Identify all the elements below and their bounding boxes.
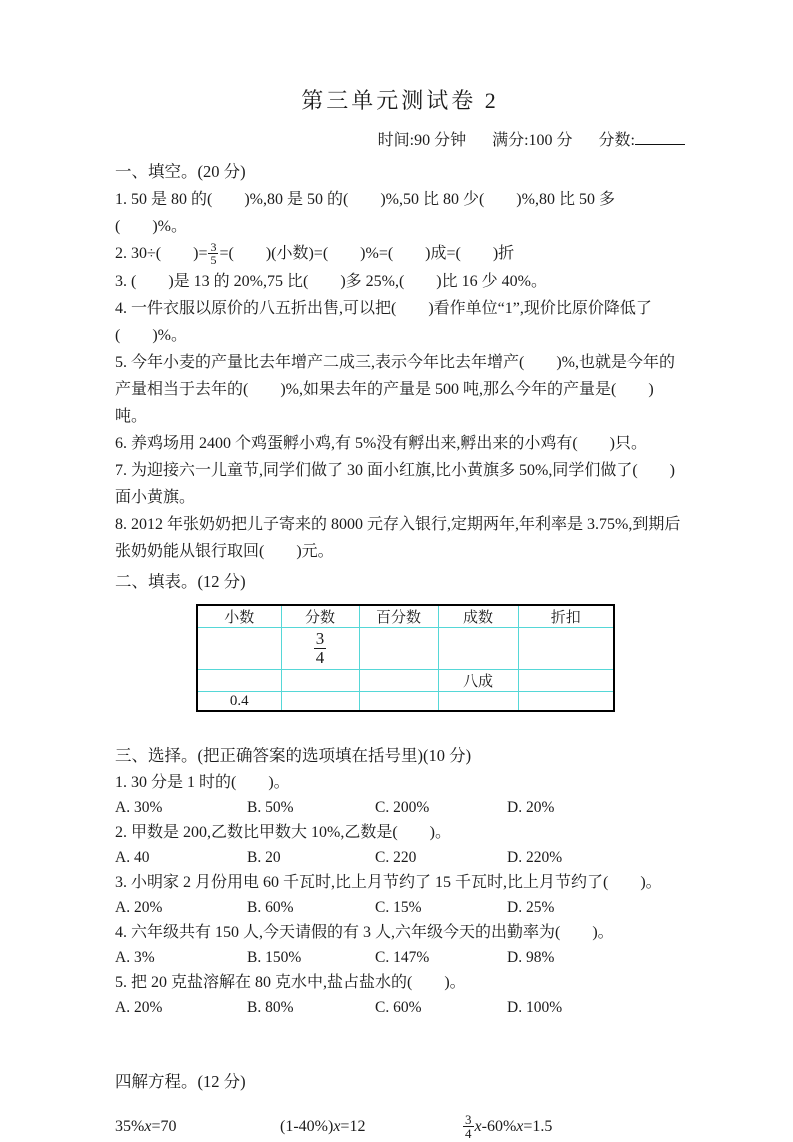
section1-heading: 一、填空。(20 分): [115, 162, 246, 182]
option-b: B. 150%: [247, 949, 302, 967]
option-c: C. 220: [375, 849, 417, 867]
equations-row: [115, 1112, 685, 1142]
variable-x: x: [474, 1118, 482, 1136]
table-cell-empty: [281, 691, 359, 711]
option-b: B. 50%: [247, 799, 294, 817]
table-cell-empty: [438, 627, 518, 669]
fill-question-2: [115, 240, 685, 267]
fill-question-8: 8. 2012 年张奶奶把儿子寄来的 8000 元存入银行,定期两年,年利率是 3.75%,到期后张奶奶能从银行取回( )元。: [115, 515, 681, 560]
option-a: A. 40: [115, 849, 150, 867]
equation-3: $\frac{3}{4}$ x-60%x=1.5: [465, 1111, 553, 1142]
choice-options-3: [115, 895, 685, 920]
choice-options-4: [115, 945, 685, 970]
fraction-three-fifths: $\frac{3}{5}$: [210, 239, 217, 268]
choice-question-3: 3. 小明家 2 月份用电 60 千瓦时,比上月节约了 15 千瓦时,比上月节约了( )。: [115, 874, 662, 892]
table-header-discount: 折扣: [518, 605, 614, 628]
paper-meta-line: [115, 127, 685, 150]
option-d: D. 20%: [507, 799, 555, 817]
fill-question-5: 5. 今年小麦的产量比去年增产二成三,表示今年比去年增产( )%,也就是今年的产量相当于去年的( )%,如果去年的产量是 500 吨,那么今年的产量是( )吨。: [115, 353, 675, 425]
fill-question-6: 6. 养鸡场用 2400 个鸡蛋孵小鸡,有 5%没有孵出来,孵出来的小鸡有( )只。: [115, 434, 647, 452]
conversion-table: [196, 604, 615, 713]
choice-options-1: [115, 795, 685, 820]
table-row: [197, 669, 614, 691]
fill-question-7: 7. 为迎接六一儿童节,同学们做了 30 面小红旗,比小黄旗多 50%,同学们做了( )面小黄旗。: [115, 461, 675, 506]
table-header-cheng: 成数: [438, 605, 518, 628]
option-a: A. 20%: [115, 899, 163, 917]
section4-heading: 四解方程。(12 分): [115, 1072, 246, 1092]
score-blank-line: [635, 130, 685, 145]
fraction-three-quarters: $\frac{3}{4}$: [315, 628, 325, 667]
table-cell-empty: [281, 669, 359, 691]
option-c: C. 200%: [375, 799, 430, 817]
choice-options-2: [115, 845, 685, 870]
table-header-percent: 百分数: [359, 605, 438, 628]
equation-1: 35%x=70: [115, 1118, 177, 1136]
table-cell-empty: [518, 627, 614, 669]
choice-question-5: 5. 把 20 克盐溶解在 80 克水中,盐占盐水的( )。: [115, 974, 466, 992]
option-a: A. 3%: [115, 949, 155, 967]
option-b: B. 60%: [247, 899, 294, 917]
variable-x: x: [333, 1118, 341, 1136]
table-cell-empty: [518, 691, 614, 711]
option-c: C. 60%: [375, 999, 422, 1017]
table-cell-fraction: [281, 627, 359, 669]
table-header-row: [197, 605, 614, 628]
table-cell-empty: [438, 691, 518, 711]
table-cell-empty: [197, 669, 281, 691]
option-d: D. 25%: [507, 899, 555, 917]
table-cell-empty: [518, 669, 614, 691]
variable-x: x: [516, 1118, 524, 1136]
option-b: B. 80%: [247, 999, 294, 1017]
table-row: [197, 691, 614, 711]
table-cell-empty: [359, 669, 438, 691]
time-label: 时间:90 分钟: [377, 132, 467, 150]
table-header-fraction: 分数: [281, 605, 359, 628]
choice-question-1: 1. 30 分是 1 时的( )。: [115, 774, 290, 792]
table-header-decimal: 小数: [197, 605, 281, 628]
option-a: A. 30%: [115, 799, 163, 817]
table-cell-decimal: 0.4: [197, 691, 281, 711]
choice-question-2: 2. 甲数是 200,乙数比甲数大 10%,乙数是( )。: [115, 824, 451, 842]
table-row: [197, 627, 614, 669]
fill-question-2-post: =( )(小数)=( )%=( )成=( )折: [219, 245, 515, 263]
fraction-three-quarters: $\frac{3}{4}$: [465, 1111, 472, 1142]
fill-question-1: 1. 50 是 80 的( )%,80 是 50 的( )%,50 比 80 少( )%,80 比 50 多( )%。: [115, 191, 615, 236]
table-cell-empty: [359, 627, 438, 669]
equation-2: (1-40%)x=12: [280, 1118, 366, 1136]
fill-question-4: 4. 一件衣服以原价的八五折出售,可以把( )看作单位“1”,现价比原价降低了( )%。: [115, 299, 652, 344]
page-title: 第三单元测试卷 2: [301, 88, 499, 113]
option-c: C. 15%: [375, 899, 422, 917]
full-score-label: 满分:100 分: [492, 132, 573, 150]
option-b: B. 20: [247, 849, 281, 867]
fill-question-3: 3. ( )是 13 的 20%,75 比( )多 25%,( )比 16 少 40%。: [115, 272, 547, 290]
option-a: A. 20%: [115, 999, 163, 1017]
option-c: C. 147%: [375, 949, 430, 967]
fill-question-2-pre: 2. 30÷( )=: [115, 245, 208, 263]
option-d: D. 98%: [507, 949, 555, 967]
variable-x: x: [144, 1118, 152, 1136]
option-d: D. 220%: [507, 849, 563, 867]
section2-heading: 二、填表。(12 分): [115, 571, 246, 591]
choice-options-5: [115, 995, 685, 1020]
choice-question-4: 4. 六年级共有 150 人,今天请假的有 3 人,六年级今天的出勤率为( )。: [115, 924, 614, 942]
table-cell-empty: [197, 627, 281, 669]
table-cell-empty: [359, 691, 438, 711]
section3-heading: 三、选择。(把正确答案的选项填在括号里)(10 分): [115, 746, 472, 766]
table-cell-cheng: 八成: [438, 669, 518, 691]
score-label: 分数:: [598, 132, 635, 150]
option-d: D. 100%: [507, 999, 563, 1017]
